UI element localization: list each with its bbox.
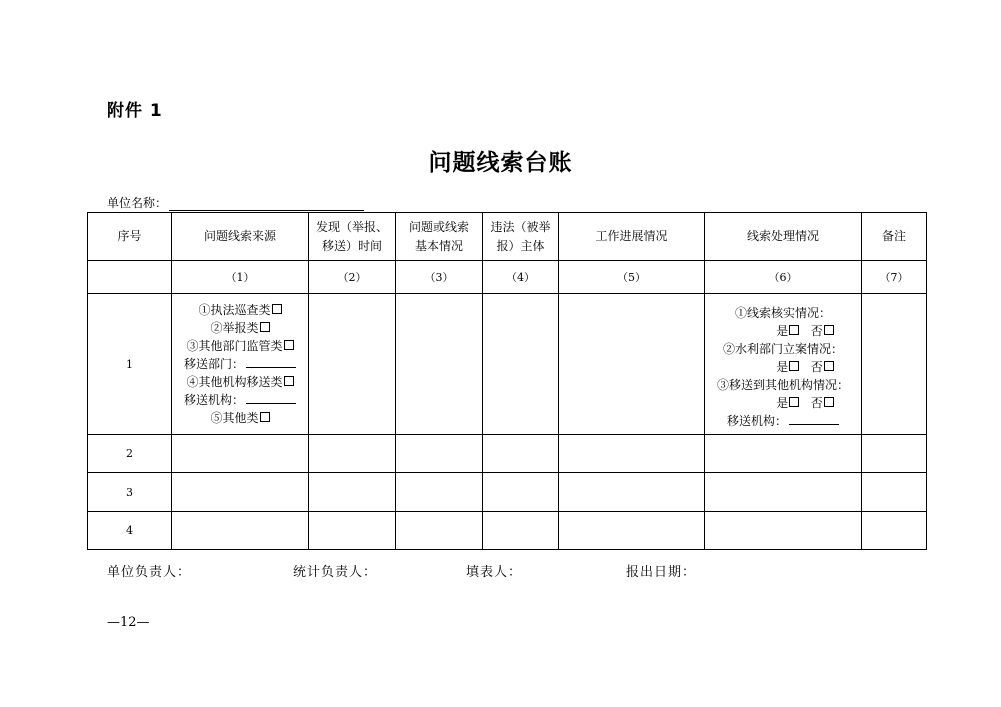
transfer-org-line: 移送机构：: [172, 391, 308, 409]
remarks-cell[interactable]: [862, 294, 927, 435]
checkbox[interactable]: [824, 325, 834, 335]
column-number: （7）: [862, 261, 927, 294]
remarks-cell[interactable]: [862, 473, 927, 512]
time-cell[interactable]: [309, 512, 396, 550]
document-title: 问题线索台账: [428, 150, 573, 176]
column-number: （3）: [396, 261, 483, 294]
yes-no-choice: 是 否: [705, 358, 861, 376]
source-option: ③其他部门监管类: [172, 337, 308, 355]
row-seq: 1: [88, 294, 172, 435]
fill-blank[interactable]: [789, 414, 839, 425]
source-option: ④其他机构移送类: [172, 373, 308, 391]
subject-cell[interactable]: [483, 473, 559, 512]
fill-blank[interactable]: [246, 357, 296, 368]
remarks-cell[interactable]: [862, 512, 927, 550]
header-progress: 工作进展情况: [559, 213, 705, 261]
table-row: [88, 473, 927, 512]
processing-cell[interactable]: [705, 512, 862, 550]
header-time: 发现（举报、 移送）时间: [309, 213, 396, 261]
column-number: （4）: [483, 261, 559, 294]
progress-cell[interactable]: [559, 512, 705, 550]
header-source: 问题线索来源: [172, 213, 309, 261]
progress-cell[interactable]: [559, 294, 705, 435]
source-option: ⑤其他类: [172, 409, 308, 427]
progress-cell[interactable]: [559, 473, 705, 512]
yes-no-choice: 是 否: [705, 322, 861, 340]
checkbox[interactable]: [824, 361, 834, 371]
header-seq: 序号: [88, 213, 172, 261]
transfer-org-line: 移送机构：: [705, 412, 861, 430]
time-cell[interactable]: [309, 294, 396, 435]
checkbox[interactable]: [284, 340, 294, 350]
row-seq: 2: [88, 435, 172, 473]
source-cell[interactable]: [172, 435, 309, 473]
unit-name-line: [107, 194, 364, 211]
checkbox[interactable]: [284, 376, 294, 386]
header-processing: 线索处理情况: [705, 213, 862, 261]
column-number: （1）: [172, 261, 309, 294]
yes-no-choice: 是 否: [705, 394, 861, 412]
source-option: ①执法巡查类: [172, 301, 308, 319]
time-cell[interactable]: [309, 473, 396, 512]
table-row: [88, 512, 927, 550]
filing-question: ②水利部门立案情况：: [722, 342, 843, 356]
processing-cell[interactable]: [705, 473, 862, 512]
processing-options: [705, 294, 862, 435]
clue-ledger-table: [87, 212, 927, 550]
source-options: [172, 294, 309, 435]
unit-name-label: 单位名称：: [107, 196, 168, 210]
column-number: [88, 261, 172, 294]
column-number: （5）: [559, 261, 705, 294]
header-remarks: 备注: [862, 213, 927, 261]
source-option: ②举报类: [172, 319, 308, 337]
basic-info-cell[interactable]: [396, 473, 483, 512]
checkbox[interactable]: [272, 304, 282, 314]
filler-label: 填表人：: [466, 565, 523, 580]
attachment-label: 附件 1: [107, 101, 163, 121]
row-seq: 4: [88, 512, 172, 550]
checkbox[interactable]: [789, 325, 799, 335]
row-seq: 3: [88, 473, 172, 512]
report-date-label: 报出日期：: [626, 565, 697, 580]
progress-cell[interactable]: [559, 435, 705, 473]
time-cell[interactable]: [309, 435, 396, 473]
source-cell[interactable]: [172, 512, 309, 550]
page-number: —12—: [107, 615, 150, 630]
header-basic-info: 问题或线索 基本情况: [396, 213, 483, 261]
basic-info-cell[interactable]: [396, 512, 483, 550]
column-number: （6）: [705, 261, 862, 294]
table-row: [88, 294, 927, 435]
transfer-question: ③移送到其他机构情况：: [716, 378, 849, 392]
fill-blank[interactable]: [246, 393, 296, 404]
subject-cell[interactable]: [483, 512, 559, 550]
checkbox[interactable]: [789, 361, 799, 371]
column-number-row: [88, 261, 927, 294]
basic-info-cell[interactable]: [396, 435, 483, 473]
verification-question: ①线索核实情况：: [734, 306, 831, 320]
checkbox[interactable]: [824, 397, 834, 407]
subject-cell[interactable]: [483, 435, 559, 473]
transfer-department-line: 移送部门：: [172, 355, 308, 373]
header-row: [88, 213, 927, 261]
checkbox[interactable]: [260, 322, 270, 332]
unit-name-blank: [169, 198, 364, 211]
header-subject: 违法（被举 报）主体: [483, 213, 559, 261]
basic-info-cell[interactable]: [396, 294, 483, 435]
subject-cell[interactable]: [483, 294, 559, 435]
column-number: （2）: [309, 261, 396, 294]
stat-head-label: 统计负责人：: [293, 565, 378, 580]
source-cell[interactable]: [172, 473, 309, 512]
unit-head-label: 单位负责人：: [107, 565, 192, 580]
processing-cell[interactable]: [705, 435, 862, 473]
table-row: [88, 435, 927, 473]
remarks-cell[interactable]: [862, 435, 927, 473]
checkbox[interactable]: [260, 412, 270, 422]
checkbox[interactable]: [789, 397, 799, 407]
